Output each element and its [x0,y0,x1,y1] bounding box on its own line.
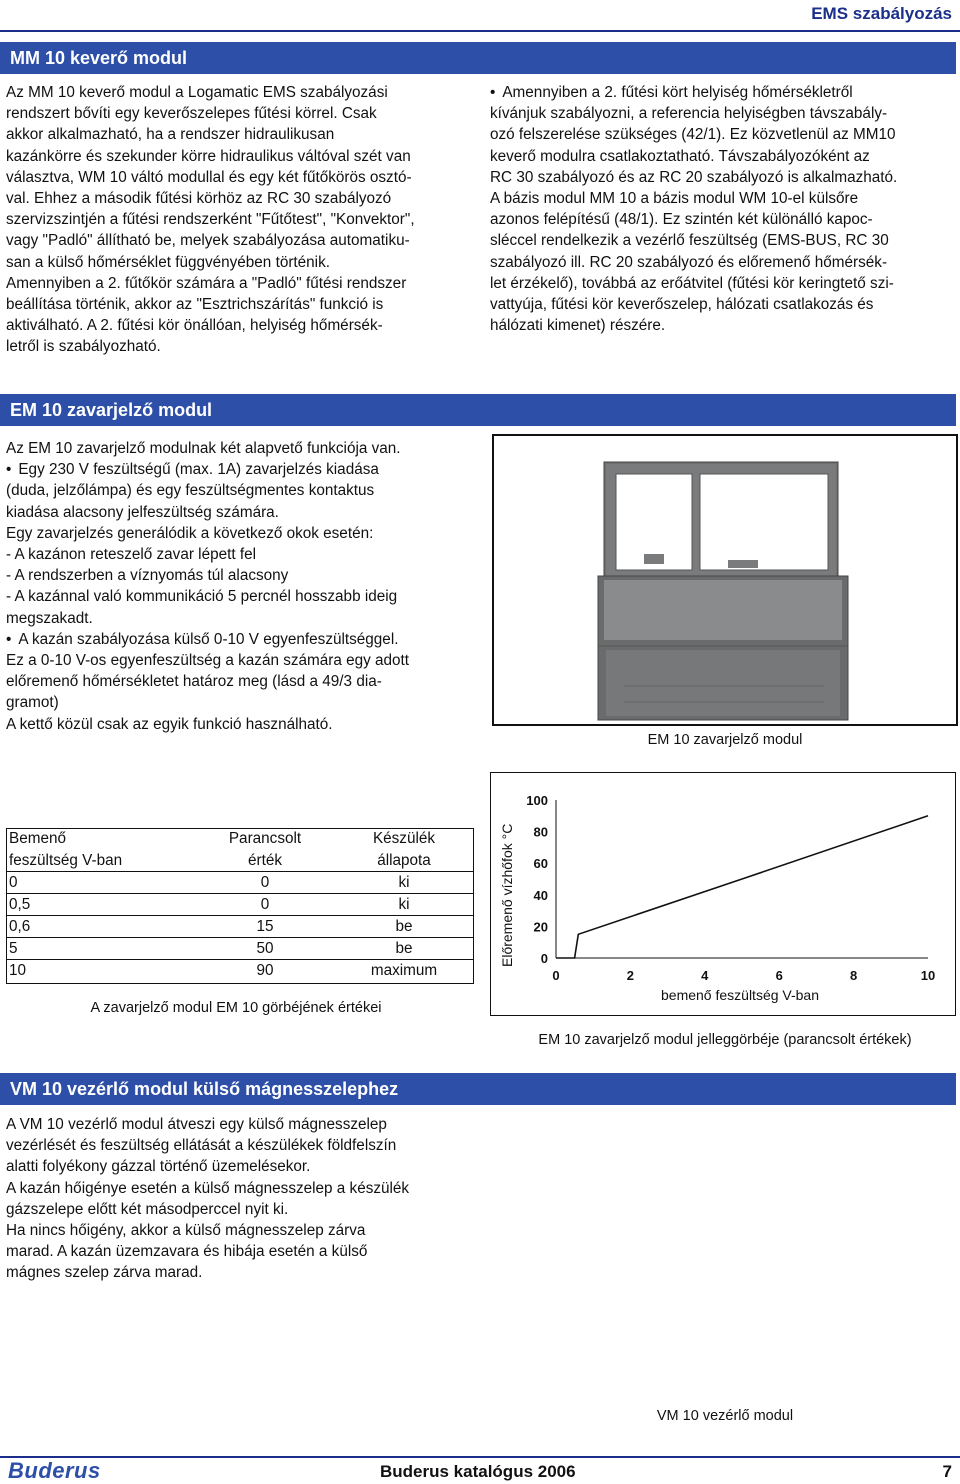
series-line [556,816,928,958]
text-line: - A rendszerben a víznyomás túl alacsony [6,567,289,585]
header-rule [0,30,960,32]
x-tick-label: 6 [775,968,783,983]
text-line: vattyúja, fűtési kör keverőszelep, hálózati csatlakozás és [490,296,874,314]
table-header: Bemenő [9,830,66,848]
text-line: • Amennyiben a 2. fűtési kört helyiség hőmérsékletről [490,82,954,103]
table-row [6,871,474,893]
x-tick-label: 8 [849,968,858,983]
text-line: let érzékelő), továbbá az erőátvitel (fűtési kör keringtető szi- [490,274,894,292]
table-header: állapota [334,850,474,872]
text-line: szabályozó ill. RC 20 szabályozó és előremenő hőmérsék- [490,253,888,271]
table-cell: maximum [370,961,438,979]
text-line: A kettő közül csak az egyik funkció használható. [6,715,333,733]
table-header: Készülék [372,830,436,848]
text-line: - A kazánon reteszelő zavar lépett fel [6,546,256,564]
table-row [6,959,474,981]
table-cell: be [334,915,474,937]
table-cell: ki [334,871,474,893]
text-line: • Egy 230 V feszültségű (max. 1A) zavarjelzés kiadása [6,459,476,480]
x-tick-label: 2 [626,968,635,983]
text-line: alatti folyékony gázzal történő üzemelésekor. [6,1158,311,1176]
text-line: (duda, jelzőlámpa) és egy feszültségmentes kontaktus [6,482,375,500]
text-line: Az MM 10 keverő modul a Logamatic EMS szabályozási [6,84,388,101]
text-line: gázszelepe előtt két másodperccel nyit ki. [6,1200,289,1218]
table-row [6,937,474,959]
footer-rule [0,1456,960,1458]
text-line: kiadása alacsony jelfeszültség számára. [6,503,279,521]
em10-text [6,438,476,735]
text-line: • A kazán szabályozása külső 0-10 V egyenfeszültséggel. [6,629,476,650]
text-line: gramot) [6,694,59,712]
text-line: beállítása történik, akkor az "Esztrichszárítás" funkció is [6,296,384,314]
text-line: Egy zavarjelzés generálódik a következő okok esetén: [6,524,374,542]
em10-values-table [6,828,474,981]
table-row [6,915,474,937]
text-line: san a külső hőmérséklet függvényében történik. [6,253,330,271]
mm10-heading: MM 10 keverő modul [0,42,956,74]
table-cell: ki [334,893,474,915]
catalog-title: Buderus katalógus 2006 [380,1462,576,1481]
y-tick-label: 80 [533,824,548,840]
text-line: megszakadt. [6,609,93,627]
text-line: szervizszintjén a fűtési rendszerként "Fűtőtest", "Konvektor", [6,211,415,229]
text-line: A kazán hőigénye esetén a külső mágnesszelep a készülék [6,1179,410,1197]
vm10-heading: VM 10 vezérlő modul külső mágnesszelephez [0,1073,956,1105]
y-tick-label: 0 [540,951,548,966]
text-line: letről is szabályozható. [6,338,161,356]
table-cell: 10 [9,961,27,979]
table-header: Parancsolt [228,830,302,848]
text-line: marad. A kazán üzemzavara és hibája esetén a külső [6,1243,368,1261]
x-tick-label: 0 [552,968,560,983]
text-line: val. Ehhez a második fűtési körhöz az RC 30 szabályozó [6,190,392,208]
text-line: választva, WM 10 váltó modullal és egy két fűtőkörös osztó- [6,168,412,186]
text-line: Ez a 0-10 V-os egyenfeszültség a kazán számára egy adott [6,652,410,670]
table-cell: 90 [256,961,274,979]
table-cell: 0 [196,871,334,893]
table-cell: be [334,937,474,959]
text-line: vagy "Padló" állítható be, melyek szabályozása automatiku- [6,232,410,250]
em10-curve-chart [490,772,956,1016]
y-tick-label: 20 [533,919,548,935]
text-line: Amennyiben a 2. fűtőkör számára a "Padló" fűtési rendszer [6,274,407,292]
em10-device-drawing [494,436,956,724]
chart-ticks [526,793,935,983]
text-line: akkor alkalmazható, ha a rendszer hidraulikusan [6,126,335,144]
text-line: mágnes szelep zárva marad. [6,1264,203,1282]
text-line: ozó felszerelése szükséges (42/1). Ez közvetlenül az MM10 [490,126,896,144]
em10-image-caption: EM 10 zavarjelző modul [647,732,803,748]
text-line: rendszert bővíti egy keverőszelepes fűtési körrel. Csak [6,105,377,123]
table-cell: 50 [196,937,334,959]
mm10-right-text [490,82,954,336]
y-axis-label: Előremenő vízhőfok °C [499,823,515,967]
text-line: sléccel rendelkezik a vezérlő feszültség (EMS-BUS, RC 30 [490,232,889,250]
text-line: azonos felépítésű (48/1). Ez szintén két különálló kapoc- [490,211,873,229]
section-title: EMS szabályozás [811,4,952,23]
y-tick-label: 60 [533,856,548,872]
em10-device-image [492,434,958,726]
x-tick-label: 10 [920,968,936,983]
table-cell: 15 [196,915,334,937]
text-line: vezérlését és feszültség ellátását a készülékek földfelszín [6,1137,397,1155]
table-cell: 0,5 [6,893,196,915]
text-line: hálózati kimenet) részére. [490,317,666,335]
text-line: A VM 10 vezérlő modul átveszi egy külső mágnesszelep [6,1116,387,1133]
page-number: 7 [942,1462,952,1481]
text-line: kazánkörre és szekunder körre hidraulikus váltóval szét van [6,147,411,165]
table-header: érték [196,850,334,872]
mm10-left-text [6,82,472,358]
table-cell: 0 [196,893,334,915]
table-cell: 0 [6,871,196,893]
em10-heading: EM 10 zavarjelző modul [0,394,956,426]
buderus-logo: Buderus [8,1458,101,1483]
text-line: Az EM 10 zavarjelző modulnak két alapvető funkciója van. [6,440,401,457]
text-line: aktiválható. A 2. fűtési kör önállóan, helyiség hőmérsék- [6,317,383,335]
x-tick-label: 4 [701,968,709,983]
table-cell: 0,6 [6,915,196,937]
table-cell: 5 [6,937,196,959]
x-axis-label: bemenő feszültség V-ban [661,987,819,1003]
vm10-text [6,1114,474,1284]
text-line: - A kazánnal való kommunikáció 5 percnél hosszabb ideig [6,588,398,606]
text-line: A bázis modul MM 10 a bázis modul WM 10-el külsőre [490,190,859,208]
text-line: kívánjuk szabályozni, a referencia helyiségben távszabály- [490,105,888,123]
y-tick-label: 40 [533,887,548,903]
text-line: keverő modulra csatlakoztatható. Távszabályozóként az [490,147,870,165]
table-caption: A zavarjelző modul EM 10 görbéjének értékei [90,1000,382,1016]
text-line: előremenő hőmérsékletet határoz meg (lásd a 49/3 dia- [6,673,382,691]
table-header: feszültség V-ban [6,850,196,872]
text-line: RC 30 szabályozó és az RC 20 szabályozó is alkalmazható. [490,168,898,186]
table-row [6,893,474,915]
vm10-image-caption: VM 10 vezérlő modul [656,1408,794,1424]
chart-caption: EM 10 zavarjelző modul jelleggörbéje (parancsolt értékek) [538,1032,912,1048]
text-line: Ha nincs hőigény, akkor a külső mágnesszelep zárva [6,1222,366,1240]
y-tick-label: 100 [526,793,548,808]
